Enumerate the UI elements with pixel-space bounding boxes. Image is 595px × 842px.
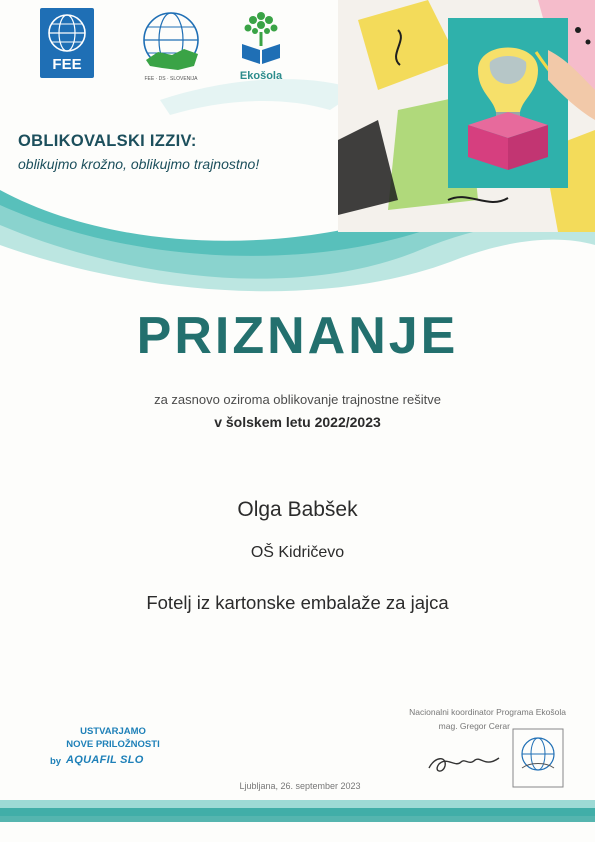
challenge-title: OBLIKOVALSKI IZZIV: xyxy=(18,132,197,150)
sponsor-tagline-line1: USTVARJAMO xyxy=(80,726,146,737)
recipient-name: Olga Babšek xyxy=(237,498,358,521)
challenge-subtitle: oblikujmo krožno, oblikujmo trajnostno! xyxy=(18,156,260,172)
school-name: OŠ Kidričevo xyxy=(250,544,345,561)
signatory-name: mag. Gregor Cerar xyxy=(438,721,510,731)
ekosola-stamp xyxy=(512,728,564,788)
fee-logo-text: FEE xyxy=(52,56,82,73)
school-year: v šolskem letu 2022/2023 xyxy=(214,414,381,430)
ds-slovenija-logo xyxy=(128,8,214,82)
fee-logo xyxy=(40,8,94,78)
certificate-description: za zasnovo oziroma oblikovanje trajnostne rešitve xyxy=(154,392,441,407)
project-title: Fotelj iz kartonske embalaže za jajca xyxy=(146,592,449,613)
lightbulb-illustration xyxy=(338,0,595,232)
certificate-title: PRIZNANJE xyxy=(136,307,459,365)
place-and-date: Ljubljana, 26. september 2023 xyxy=(239,781,361,791)
sponsor-by: by xyxy=(50,756,62,767)
ds-logo-caption: FEE · DS · SLOVENIJA xyxy=(144,76,198,82)
ekosola-logo-text: Ekošola xyxy=(239,70,283,82)
ekosola-logo xyxy=(238,6,284,82)
aquafil-logo: AQUAFIL SLO xyxy=(66,754,144,766)
signatory-role: Nacionalni koordinator Programa Ekošola xyxy=(409,707,566,717)
sponsor-tagline-line2: NOVE PRILOŽNOSTI xyxy=(66,739,160,750)
signature xyxy=(425,748,505,778)
